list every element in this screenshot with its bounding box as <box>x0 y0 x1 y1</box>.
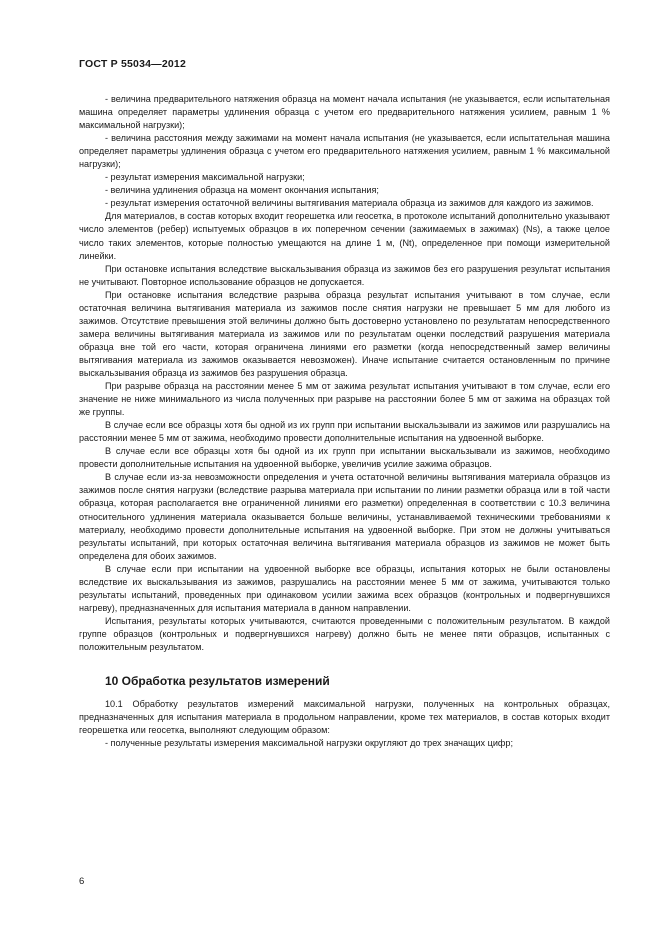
paragraph: - результат измерения остаточной величины вытягивания материала образца из зажимов для каждого из зажимов. <box>105 198 594 209</box>
paragraph: - полученные результаты измерения максимальной нагрузки округляют до трех значащих цифр; <box>105 738 513 749</box>
paragraph: Для материалов, в состав которых входит георешетка или геосетка, в протоколе испытаний дополнительно указывают число элементов (ребер) испытуемых образцов в их поперечном сечении (зажимаемых в зажимах) (Ns), а также целое число таких элементов, которые полностью умещаются на длине 1 м, (Nt), определенное при помощи измерительной линейки. <box>79 211 610 261</box>
paragraph: - величина предварительного натяжения образца на момент начала испытания (не указывается, если испытательная машина определяет параметры удлинения образца с учетом его предварительного натяжения усилием, равным 1 % максимальной нагрузки); <box>79 94 610 131</box>
paragraph: В случае если все образцы хотя бы одной из их групп при испытании выскальзывали из зажимов, необходимо провести дополнительные испытания на удвоенной выборке, увеличив усилие зажима образцов. <box>79 446 610 470</box>
document-body <box>79 93 610 750</box>
paragraph: - величина удлинения образца на момент окончания испытания; <box>105 185 379 196</box>
paragraph: При разрыве образца на расстоянии менее 5 мм от зажима результат испытания учитывают в том случае, если его значение не ниже минимального из числа полученных при разрыве на расстоянии более 5 мм от зажима на образцах той же группы. <box>79 381 610 418</box>
page-number: 6 <box>79 876 85 887</box>
paragraph: Испытания, результаты которых учитываются, считаются проведенными с положительным результатом. В каждой группе образцов (контрольных и подвергнувшихся нагреву) должно быть не менее пяти образцов, испытанных с положительным результатом. <box>79 615 610 652</box>
paragraph: - результат измерения максимальной нагрузки; <box>105 172 305 183</box>
paragraph: При остановке испытания вследствие разрыва образца результат испытания учитывают в том случае, если остаточная величина вытягивания материала из зажимов после снятия нагрузки не превышает 5 мм для любого из зажимов. Отсутствие превышения этой величины должно быть достоверно установлено по результатам непосредственного замера величины вытягивания материала из зажимов или по результатам оценки последствий разрушения материала образца вне той его части, которая ограничена линиями его разметки (когда непосредственный замер величины вытягивания материала из зажимов оказывается невозможен). Иначе испытание считается остановленным по причине выскальзывания образца из зажимов без разрушения образца. <box>79 289 610 378</box>
paragraph: 10.1 Обработку результатов измерений максимальной нагрузки, полученных на контрольных образцах, предназначенных для испытания материала в продольном направлении, кроме тех материалов, в состав которых входит георешетка или геосетка, выполняют следующим образом: <box>79 699 610 736</box>
paragraph: В случае если все образцы хотя бы одной из их групп при испытании выскальзывали из зажимов или разрушались на расстоянии менее 5 мм от зажима, необходимо провести дополнительные испытания на удвоенной выборке. <box>79 420 610 444</box>
paragraph: В случае если из-за невозможности определения и учета остаточной величины вытягивания материала образцов из зажимов после снятия нагрузки (вследствие разрыва материала при испытании по линии разметки образца или в той части образца, которая располагается вне ограниченной линиями его разметки) определенная в соответствии с 10.3 величина относительного удлинения материала оказывается больше величины, устанавливаемой техническими требованиями к материалу, необходимо провести дополнительные испытания на удвоенной выборке. При этом не должны учитываться результаты испытаний, при которых остаточная величина вытягивания материала образцов из зажимов не может быть определена для обоих зажимов. <box>79 472 610 561</box>
standard-code-header: ГОСТ Р 55034—2012 <box>79 58 187 70</box>
paragraph: При остановке испытания вследствие выскальзывания образца из зажимов без его разрушения результат испытания не учитывают. Повторное использование образцов не допускается. <box>79 263 610 287</box>
paragraph: В случае если при испытании на удвоенной выборке все образцы, испытания которых не были остановлены вследствие их выскальзывания из зажимов, разрушались на расстоянии менее 5 мм от зажима, учитываются только результаты испытаний, проведенных при одинаковом усилии зажима всех образцов (контрольных и подвергнувшихся нагреву), предназначенных для испытания материала в данном направлении. <box>79 563 610 613</box>
paragraph: - величина расстояния между зажимами на момент начала испытания (не указывается, если испытательная машина определяет параметры удлинения образца с учетом его предварительного натяжения усилием, равным 1 % максимальной нагрузки); <box>79 133 610 170</box>
section-heading: 10 Обработка результатов измерений <box>105 674 330 689</box>
